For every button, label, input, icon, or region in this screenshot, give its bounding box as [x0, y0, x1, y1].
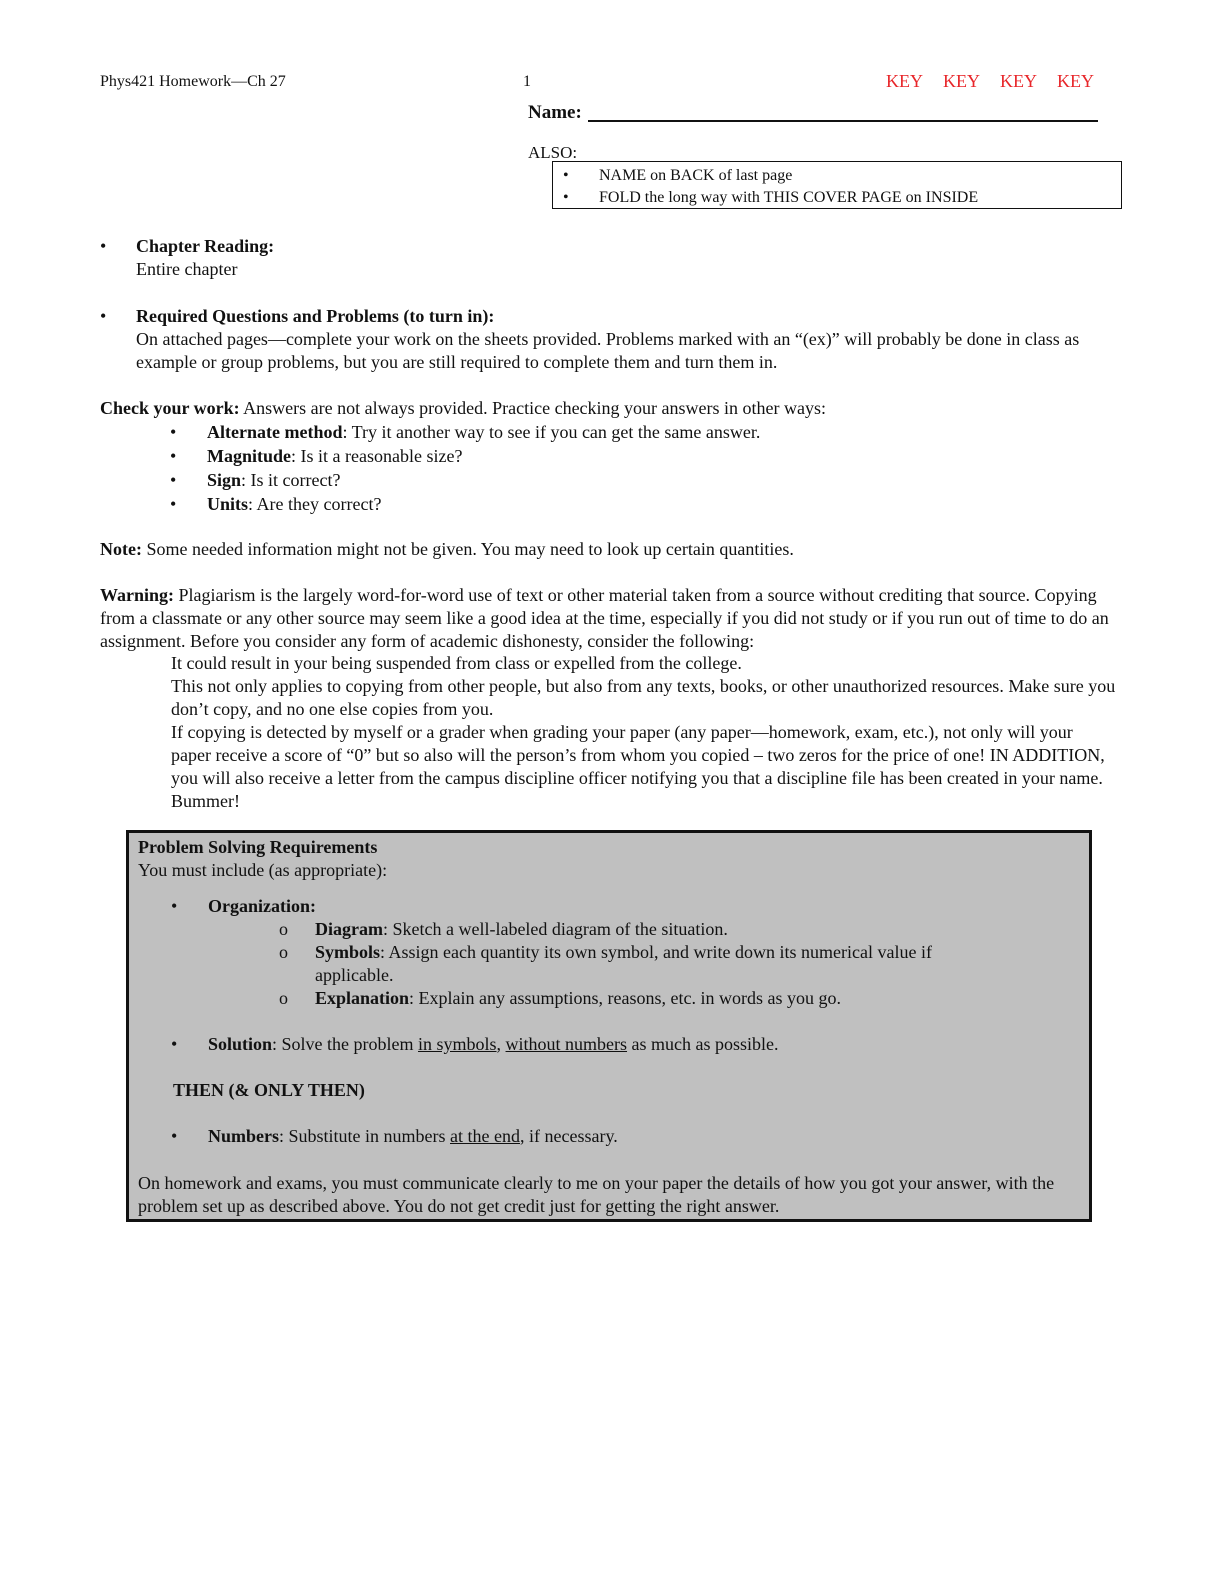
note-text: Some needed information might not be given. You may need to look up certain quantities.: [141, 539, 794, 559]
psr-title: Problem Solving Requirements: [138, 837, 378, 857]
circle-bullet-icon: o: [279, 919, 288, 939]
required-problems-section: [100, 305, 1120, 374]
circle-bullet-icon: o: [279, 942, 288, 962]
bullet-icon: •: [563, 167, 569, 184]
list-item: • Magnitude: Is it a reasonable size?: [170, 446, 463, 466]
bullet-icon: •: [171, 1034, 178, 1054]
psr-organization-item: • Organization:: [171, 896, 316, 916]
psr-numbers-item: • Numbers: Substitute in numbers at the end, if necessary.: [171, 1126, 618, 1146]
note-paragraph: [100, 538, 1120, 561]
check-work-label: Check your work:: [100, 398, 240, 418]
psr-sub-item: o Symbols: Assign each quantity its own symbol, and write down its numerical value if applicable.: [279, 942, 932, 985]
list-item: • Sign: Is it correct?: [170, 470, 341, 490]
also-instructions-box: [552, 161, 1122, 209]
psr-sub-item: o Diagram: Sketch a well-labeled diagram of the situation.: [279, 919, 728, 939]
bullet-icon: •: [171, 896, 178, 916]
bullet-icon: •: [100, 306, 107, 326]
also-item: • NAME on BACK of last page: [563, 164, 792, 187]
psr-subtitle: You must include (as appropriate):: [138, 860, 388, 880]
list-item: If copying is detected by myself or a grader when grading your paper (any paper—homework, exam, etc.), not only will your paper receive a score of “0” but so also will the person’s from whom you copied – two zeros for the price of one! IN ADDITION, you will also receive a letter from the campus discipline officer notifying you that a discipline file has been created in your name. Bummer!: [171, 722, 1105, 811]
note-label: Note:: [100, 539, 142, 559]
list-item: • Alternate method: Try it another way to see if you can get the same answer.: [170, 422, 761, 442]
bullet-icon: •: [100, 236, 107, 256]
warning-paragraph: [100, 584, 1120, 653]
key-mark: KEY: [1000, 71, 1037, 91]
chapter-reading-section: [100, 235, 274, 281]
key-mark: KEY: [943, 71, 980, 91]
answer-key-marks: [886, 70, 1094, 93]
problem-solving-requirements-box: [126, 830, 1092, 1222]
chapter-reading-title: Chapter Reading:: [136, 236, 275, 256]
warning-label: Warning:: [100, 585, 175, 605]
page-number: 1: [523, 73, 531, 90]
psr-solution-item: • Solution: Solve the problem in symbols, without numbers as much as possible.: [171, 1034, 779, 1054]
list-item: This not only applies to copying from other people, but also from any texts, books, or other unauthorized resources. Make sure you don’t copy, and no one else copies from you.: [171, 676, 1116, 719]
bullet-icon: •: [563, 189, 569, 206]
bullet-icon: •: [170, 422, 177, 442]
key-mark: KEY: [886, 71, 923, 91]
bullet-icon: •: [170, 494, 177, 514]
name-blank-line: [588, 120, 1098, 122]
check-work-text: Answers are not always provided. Practice checking your answers in other ways:: [239, 398, 826, 418]
warning-consequences-list: [171, 652, 1116, 813]
list-item: • Units: Are they correct?: [170, 494, 382, 514]
chapter-reading-body: Entire chapter: [136, 259, 238, 279]
psr-sub-item: o Explanation: Explain any assumptions, reasons, etc. in words as you go.: [279, 988, 841, 1008]
also-item: • FOLD the long way with THIS COVER PAGE on INSIDE: [563, 186, 978, 209]
check-work-section: [100, 397, 1120, 420]
required-problems-body: On attached pages—complete your work on the sheets provided. Problems marked with an “(ex)” will probably be done in class as example or group problems, but you are still required to complete them and turn them in.: [136, 329, 1080, 372]
bullet-icon: •: [171, 1126, 178, 1146]
name-label: Name:: [528, 102, 582, 123]
check-work-list: [170, 421, 760, 517]
bullet-icon: •: [170, 446, 177, 466]
warning-text: Plagiarism is the largely word-for-word use of text or other material taken from a source without crediting that source. Copying from a classmate or any other source may seem like a good idea at the time, especially if you did not study or if you run out of time to do an assignment. Before you consider any form of academic dishonesty, consider the following:: [100, 585, 1109, 651]
psr-then-heading: THEN (& ONLY THEN): [173, 1080, 365, 1100]
bullet-icon: •: [170, 470, 177, 490]
circle-bullet-icon: o: [279, 988, 288, 1008]
also-label: ALSO:: [528, 143, 578, 162]
list-item: It could result in your being suspended from class or expelled from the college.: [171, 653, 742, 673]
header-course-title: Phys421 Homework—Ch 27: [100, 73, 286, 90]
psr-footer: On homework and exams, you must communicate clearly to me on your paper the details of how you got your answer, with the problem set up as described above. You do not get credit just for getting the right answer.: [138, 1173, 1055, 1216]
required-problems-title: Required Questions and Problems (to turn in):: [136, 306, 495, 326]
key-mark: KEY: [1057, 71, 1094, 91]
